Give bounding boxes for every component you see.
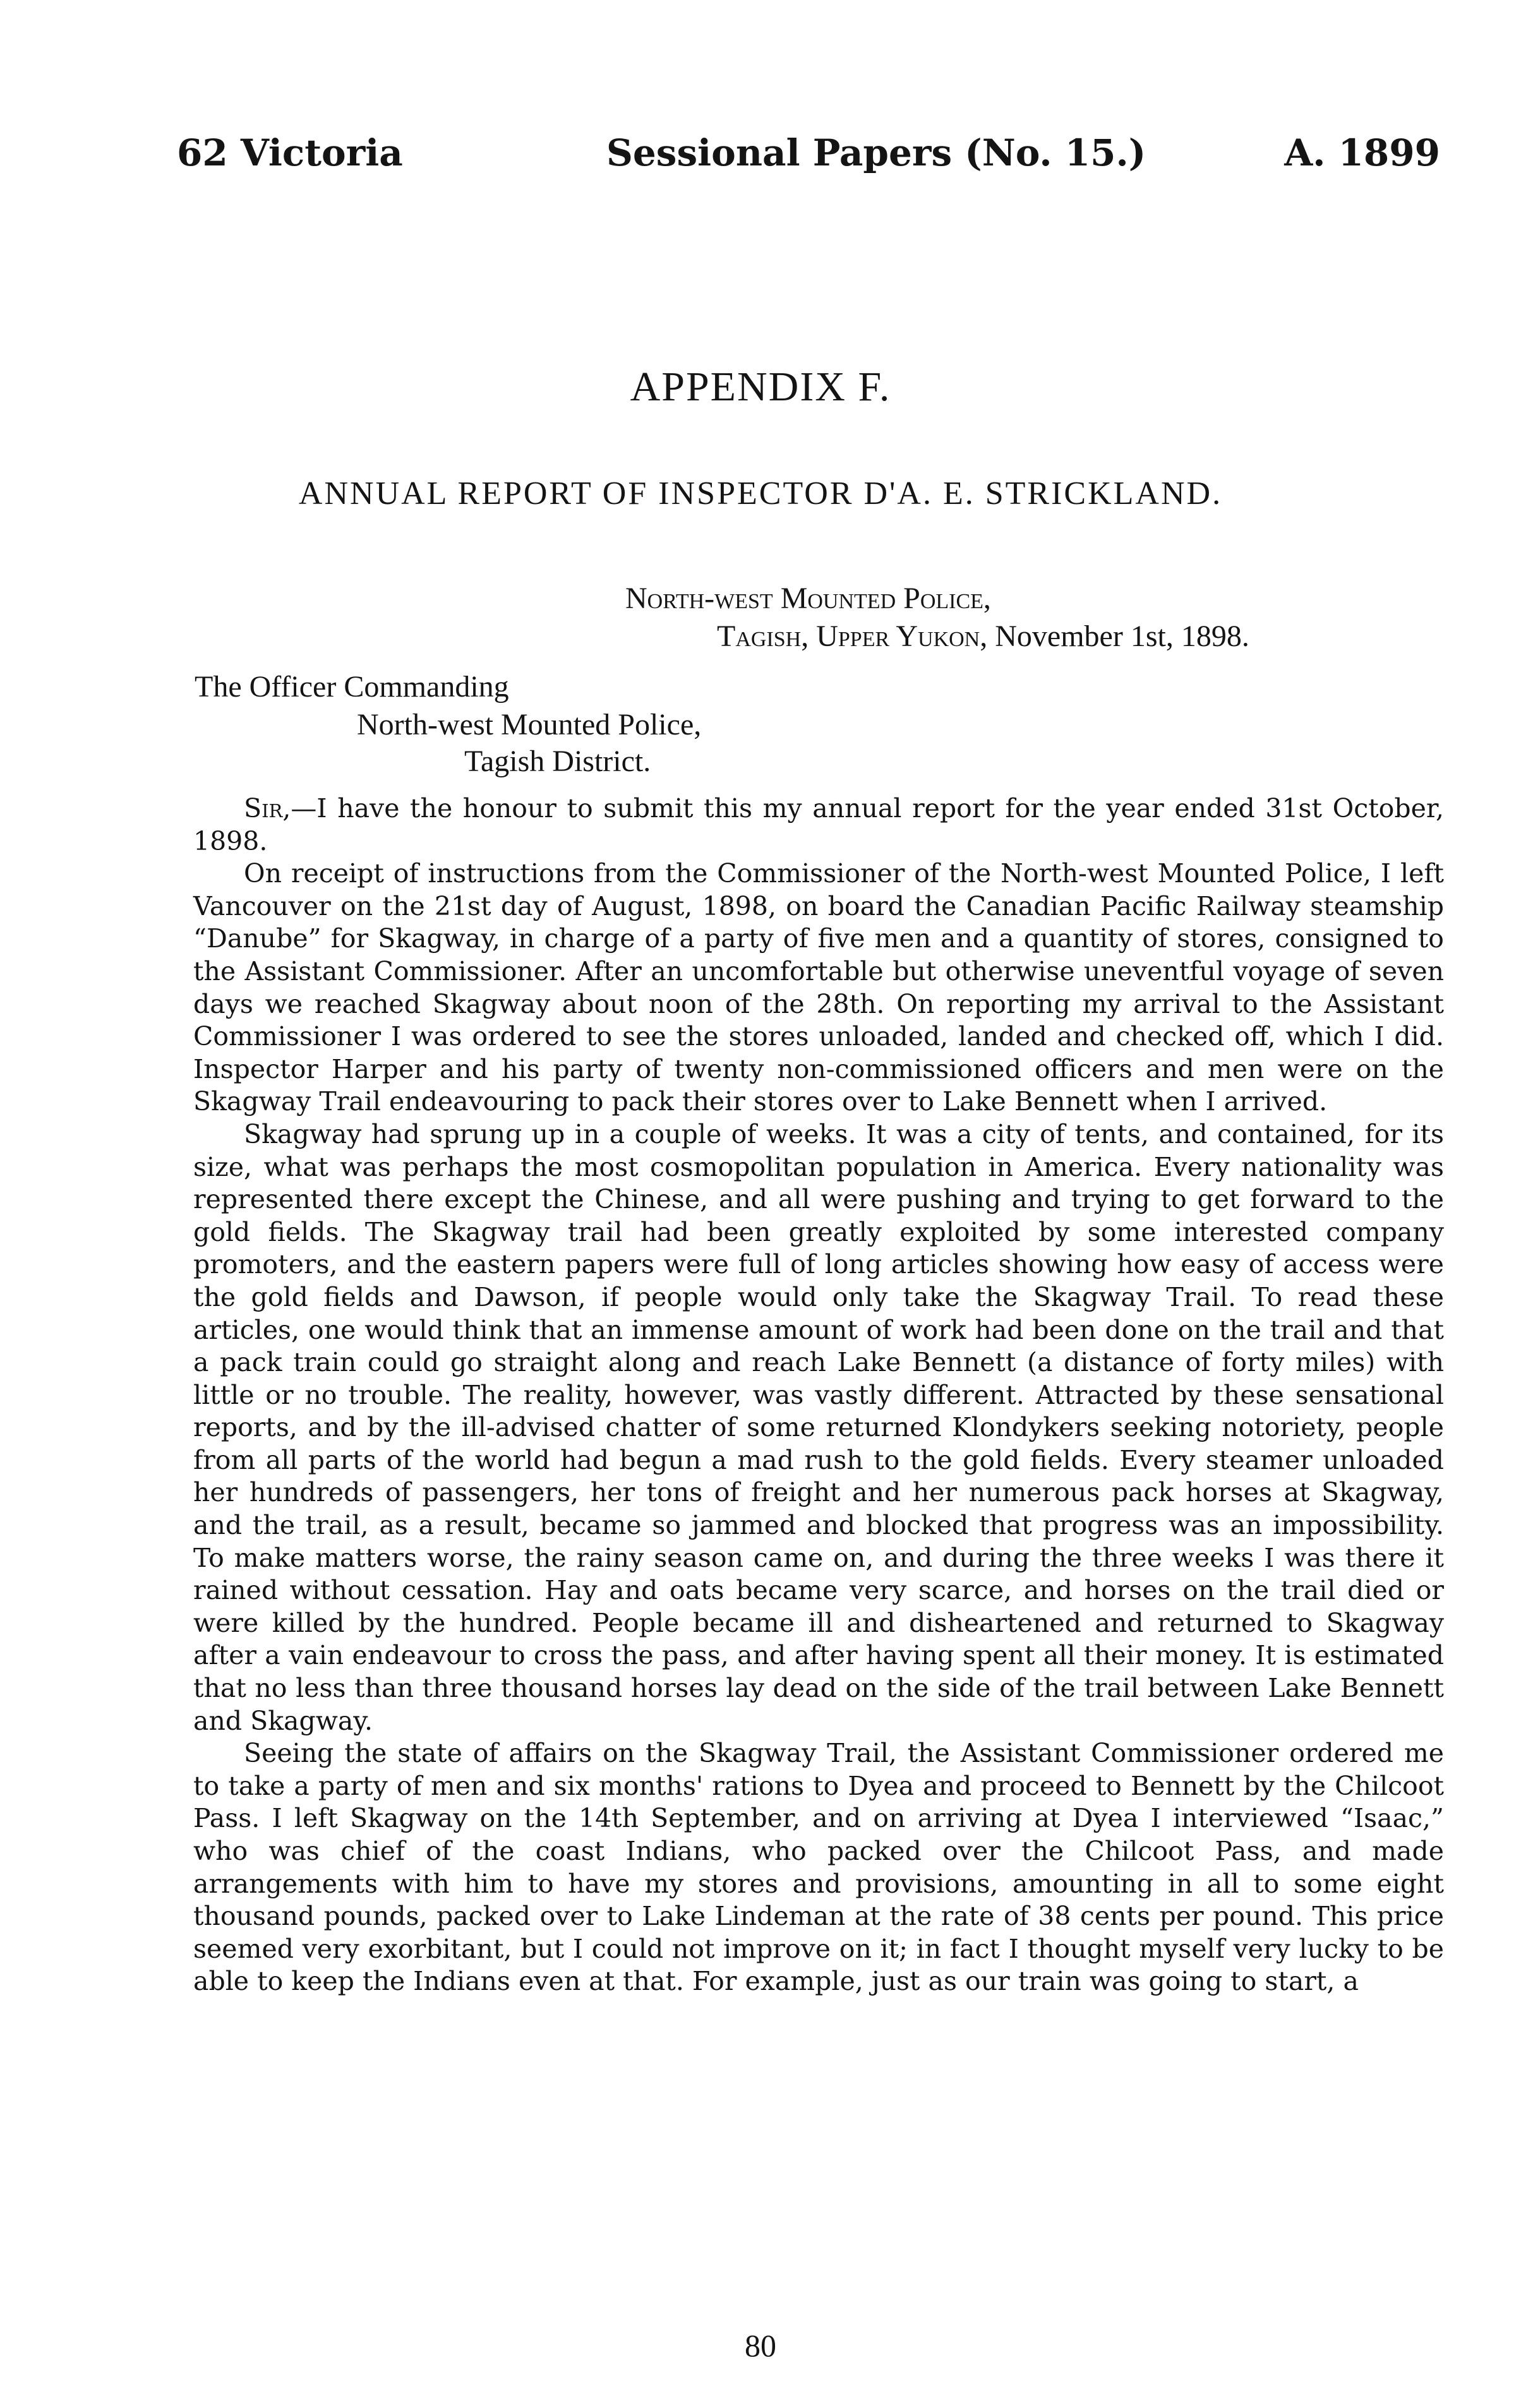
header-year: A. 1899 bbox=[1284, 131, 1440, 174]
running-header bbox=[177, 131, 1440, 182]
page-number: 80 bbox=[745, 2328, 776, 2363]
report-title: ANNUAL REPORT OF INSPECTOR D'A. E. STRICKLAND. bbox=[298, 476, 1223, 512]
recipient-line-1: The Officer Commanding bbox=[195, 670, 509, 704]
paragraph-4: Seeing the state of affairs on the Skagway Trail, the Assistant Commissioner ordered me to take a party of men and six months' rations to Dyea and proceed to Bennett by the Chilcoot Pass. I left Skagway on the 14th September, and on arriving at Dyea I interviewed “Isaac,” who was chief of the coast Indians, who packed over the Chilcoot Pass, and made arrangements with him to have my stores and provisions, amounting in all to some eight thousand pounds, packed over to Lake Lindeman at the rate of 38 cents per pound. This price seemed very exorbitant, but I could not improve on it; in fact I thought myself very lucky to be able to keep the Indians even at that. For example, just as our train was going to start, a bbox=[193, 1738, 1444, 1997]
appendix-title: APPENDIX F. bbox=[630, 364, 891, 410]
address-date: November 1st, 1898. bbox=[995, 620, 1249, 653]
report-body bbox=[193, 793, 1444, 1998]
header-series: Sessional Papers (No. 15.) bbox=[606, 131, 1146, 174]
header-volume: 62 Victoria bbox=[177, 131, 403, 174]
paragraph-2: On receipt of instructions from the Commissioner of the North-west Mounted Police, I left Vancouver on the 21st day of August, 1898, on board the Canadian Pacific Railway steamship “Danube” for Skagway, in charge of a party of five men and a quantity of stores, consigned to the Assistant Commissioner. After an uncomfortable but otherwise uneventful voyage of seven days we reached Skagway about noon of the 28th. On reporting my arrival to the Assistant Commissioner I was ordered to see the stores unloaded, landed and checked off, which I did. Inspector Harper and his party of twenty non-commissioned officers and men were on the Skagway Trail endeavouring to pack their stores over to Lake Bennett when I arrived. bbox=[193, 858, 1444, 1117]
recipient-line-3: Tagish District. bbox=[464, 745, 651, 778]
address-line-1: North-west Mounted Police, bbox=[625, 582, 991, 615]
address-place: Tagish, Upper Yukon, bbox=[717, 620, 988, 653]
salutation: Sir, bbox=[244, 793, 291, 824]
paragraph-3: Skagway had sprung up in a couple of weeks. It was a city of tents, and contained, for its size, what was perhaps the most cosmopolitan population in America. Every nationality was represented there except the Chinese, and all were pushing and trying to get forward to the gold fields. The Skagway trail had been greatly exploited by some interested company promoters, and the eastern papers were full of long articles showing how easy of access were the gold fields and Dawson, if people would only take the Skagway Trail. To read these articles, one would think that an immense amount of work had been done on the trail and that a pack train could go straight along and reach Lake Bennett (a distance of forty miles) with little or no trouble. The reality, however, was vastly different. Attracted by these sensational reports, and by the ill-advised chatter of some returned Klondykers seeking notoriety, people from all parts of the world had begun a mad rush to the gold fields. Every steamer unloaded her hundreds of passengers, her tons of freight and her numerous pack horses at Skagway, and the trail, as a result, became so jammed and blocked that progress was an impossibility. To make matters worse, the rainy season came on, and during the three weeks I was there it rained without cessation. Hay and oats became very scarce, and horses on the trail died or were killed by the hundred. People became ill and disheartened and returned to Skagway after a vain endeavour to cross the pass, and after having spent all their money. It is estimated that no less than three thousand horses lay dead on the side of the trail between Lake Bennett and Skagway. bbox=[193, 1118, 1444, 1736]
address-line-2 bbox=[717, 619, 1249, 654]
paragraph-salutation bbox=[193, 793, 1444, 858]
recipient-line-2: North-west Mounted Police, bbox=[357, 708, 702, 741]
paragraph-1-text: —I have the honour to submit this my annual report for the year ended 31st October, 1898. bbox=[193, 793, 1444, 856]
